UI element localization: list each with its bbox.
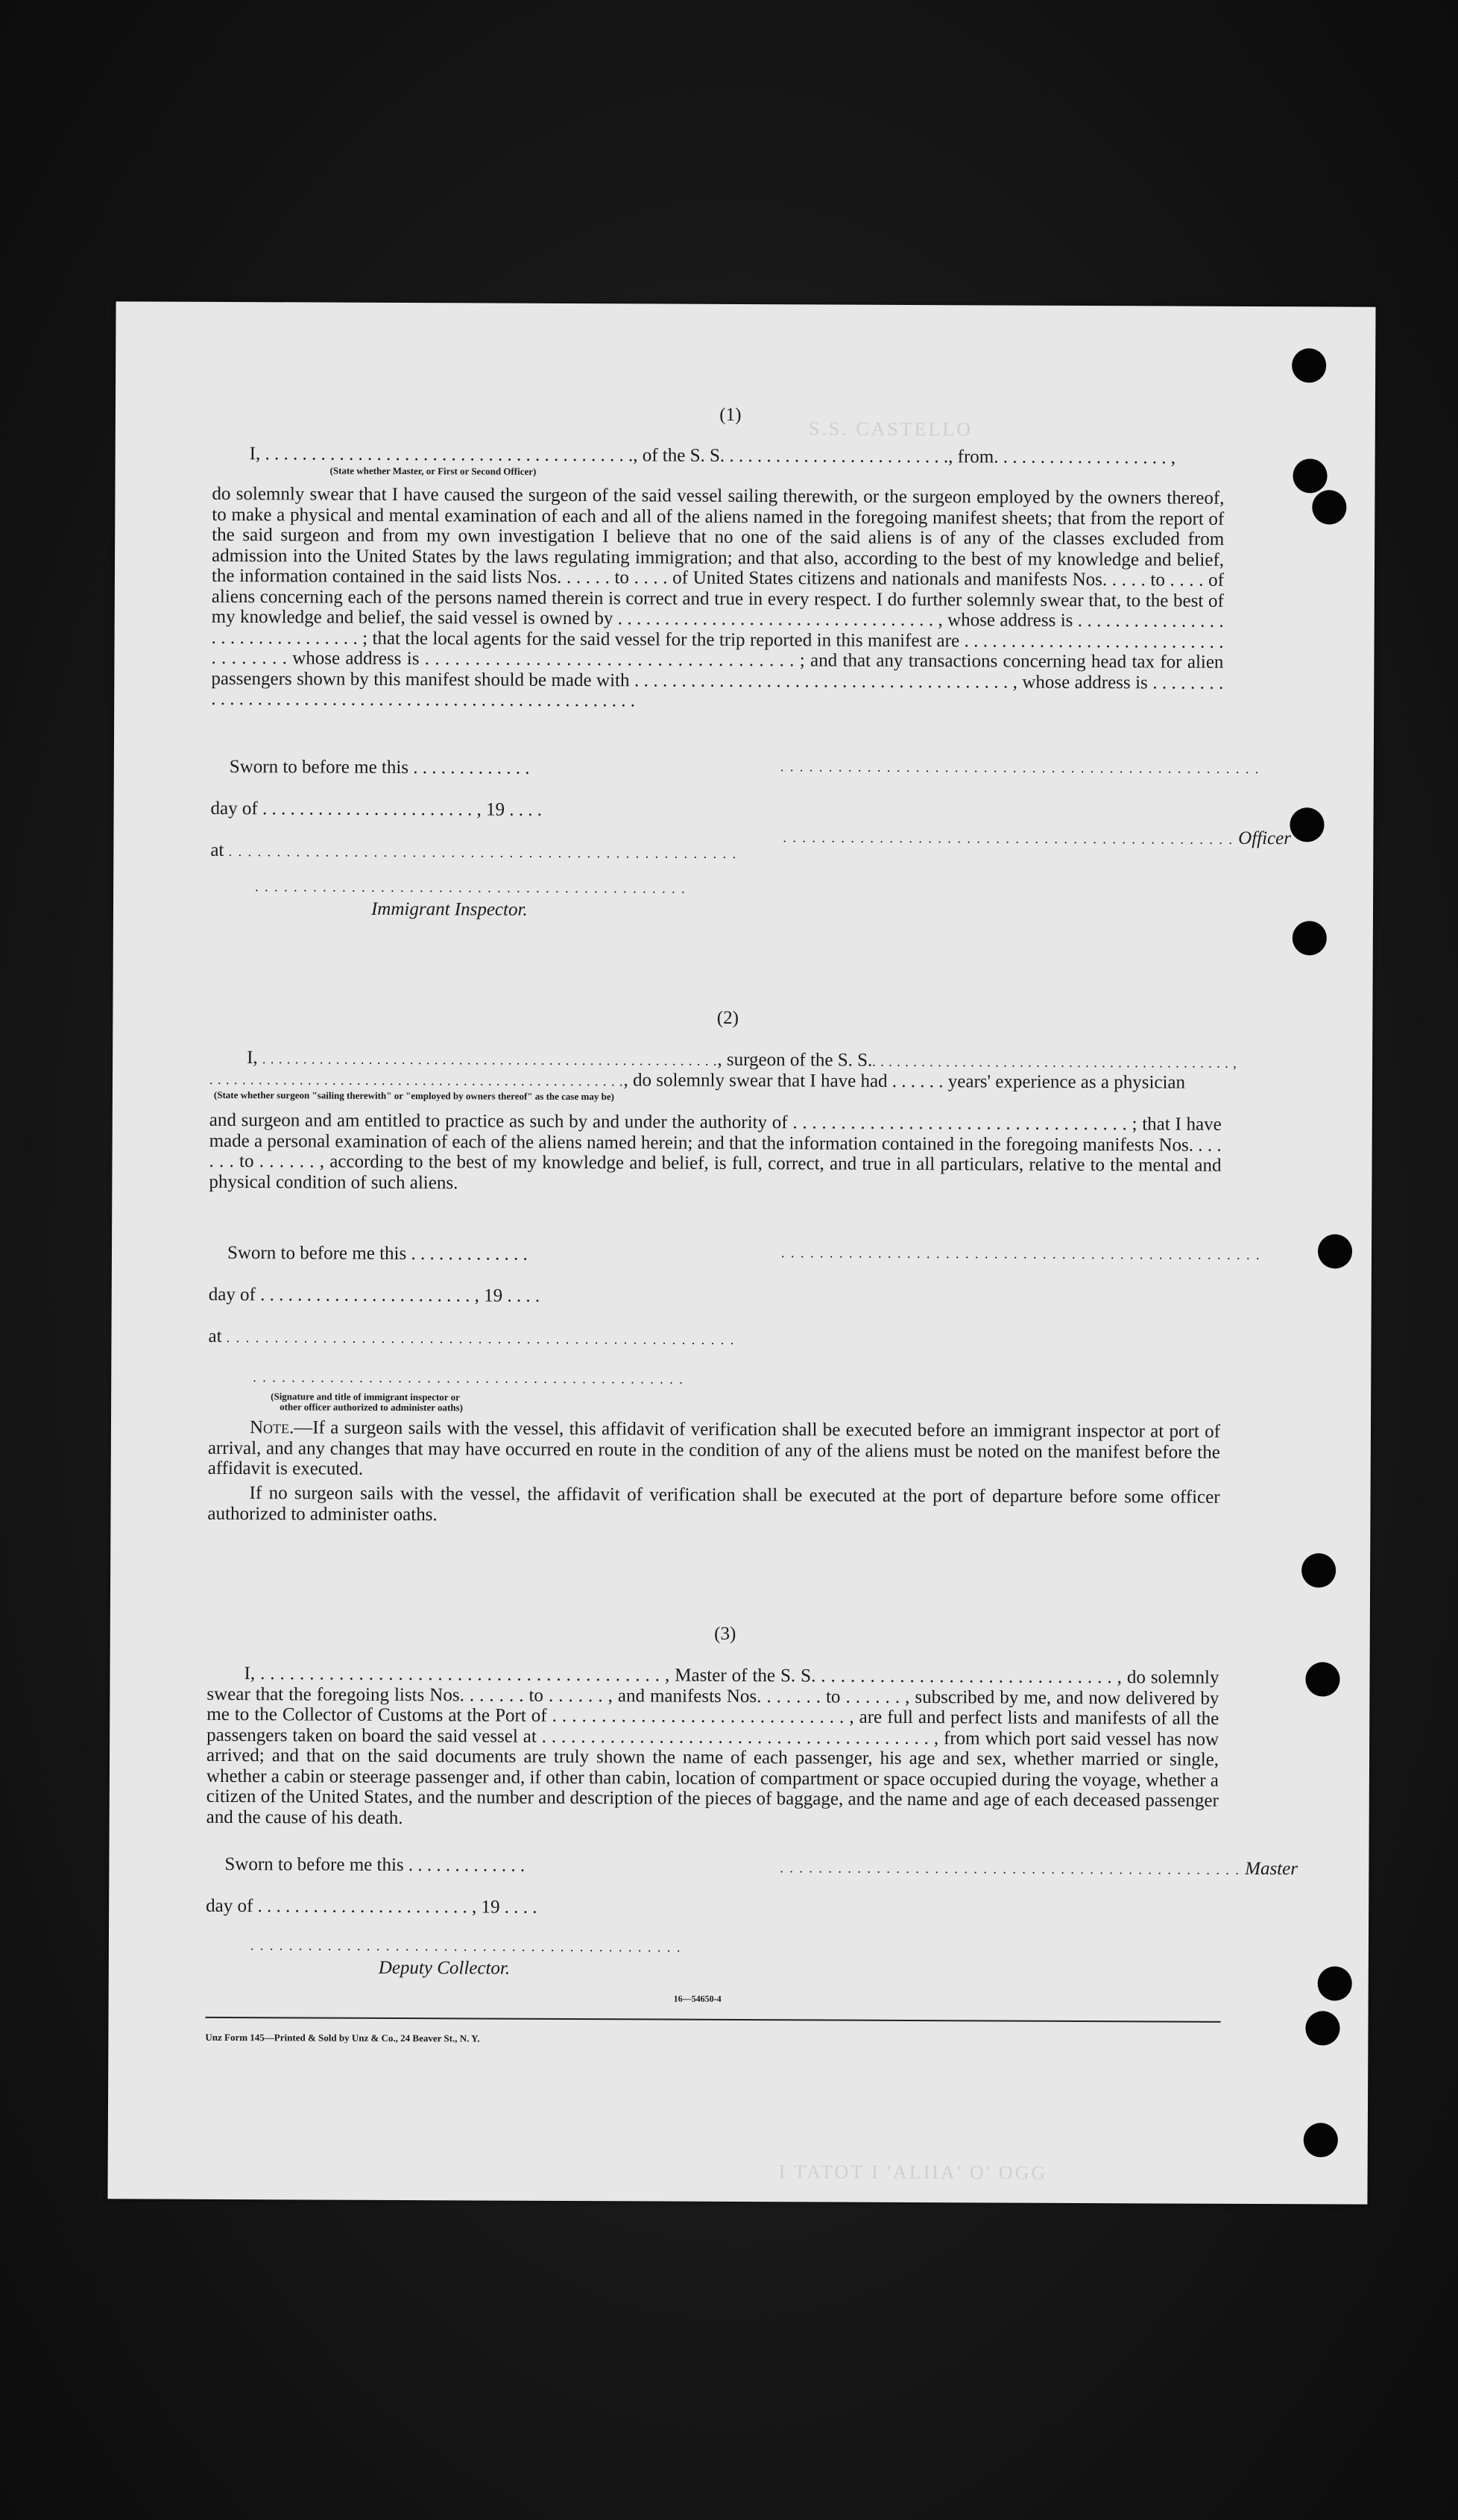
blank-field: . . . . . . . . . . . . . . . . . . . . . . . . . . . . . . . . . . . . . . . . . . . . . . . . . . . . . bbox=[228, 843, 738, 861]
form-code: 16—54650-4 bbox=[673, 1993, 722, 2004]
punch-hole bbox=[1305, 2011, 1339, 2045]
signature-line: . . . . . . . . . . . . . . . . . . . . . . . . . . . . . . . . . . . . . . . . . . . . . bbox=[255, 879, 687, 896]
label-text: day of bbox=[208, 1284, 256, 1305]
field-caption: (State whether Master, or First or Second Officer) bbox=[329, 464, 537, 477]
date-line bbox=[211, 798, 543, 821]
punch-hole bbox=[1293, 921, 1327, 955]
blank-field: . . . . . . . . . . . . . . . . . . . . . . . . . . . . . . . . . . . . . . . . . . . . , bbox=[872, 1053, 1237, 1071]
label-text: Sworn to before me this bbox=[227, 1242, 407, 1264]
pronoun: I, bbox=[249, 444, 261, 464]
label-text: , do solemnly swear that I have had . . . . . . years' experience as a physician bbox=[623, 1070, 1186, 1093]
master-title: Master bbox=[1245, 1858, 1298, 1880]
label-text: day of bbox=[210, 798, 258, 819]
punch-hole bbox=[1301, 1553, 1336, 1587]
punch-hole bbox=[1304, 2123, 1338, 2157]
oath-paragraph: and surgeon and am entitled to practice as such by and under the authority of . . . . . . . . . . . . . . . . . . . . . . . . . . . . . . . . . . . ; that I have made a personal examination of each of the aliens named herein; and that the information contained in the foregoing manifests Nos. . . . . . . to . . . . . . , according to the best of my knowledge and belief, is full, correct, and true in all particulars, relative to the mental and physical condition of such aliens. bbox=[209, 1109, 1222, 1193]
signature-line: . . . . . . . . . . . . . . . . . . . . . . . . . . . . . . . . . . . . . . . . . . . . . . . . . . bbox=[780, 1245, 1261, 1263]
signature-line: . . . . . . . . . . . . . . . . . . . . . . . . . . . . . . . . . . . . . . . . . . . . . bbox=[250, 1938, 682, 1955]
officer-line bbox=[783, 826, 1291, 849]
signature-caption: other officer authorized to administer oaths) bbox=[280, 1401, 464, 1414]
blank-field: . . . . . . . . . . . . . bbox=[413, 757, 530, 778]
signature-line: . . . . . . . . . . . . . . . . . . . . . . . . . . . . . . . . . . . . . . . . . . . . . . . . . . bbox=[780, 759, 1260, 777]
place-line bbox=[208, 1326, 735, 1349]
label-text: Sworn to before me this bbox=[229, 756, 409, 778]
collector-title: Deputy Collector. bbox=[378, 1957, 511, 1979]
bleed-through-text: I TATOT I 'ALIIA' O' OGG bbox=[778, 2161, 1048, 2184]
sworn-line bbox=[227, 1243, 528, 1265]
signature-line: . . . . . . . . . . . . . . . . . . . . . . . . . . . . . . . . . . . . . . . . . . . . . . . . bbox=[780, 1860, 1240, 1877]
signature-caption: (Signature and title of immigrant inspector or bbox=[271, 1390, 460, 1403]
punch-hole bbox=[1318, 1234, 1352, 1268]
blank-field: . . . . . . . . . . . . . . . . . . . . . . . , 19 . . . . bbox=[262, 798, 543, 820]
blank-field: . . . . . . . . . . . . . . . . . . . . . . . . . . . . . . . . . . . . . . . . . . . . . . . . . . . . . bbox=[226, 1329, 736, 1347]
sworn-line bbox=[224, 1854, 525, 1877]
note-paragraph bbox=[208, 1417, 1220, 1483]
blank-field: . . . . . . . . . . . . . . . . . . . . . . . , 19 . . . . bbox=[260, 1285, 540, 1306]
punch-hole bbox=[1290, 807, 1324, 842]
blank-field: . . . . . . . . . . . . . . . . . . . . . . . . . . . . . . . . . . . . . . . . . . . . . . . . . . . . . . . . bbox=[262, 1051, 718, 1068]
label-text: day of bbox=[206, 1895, 253, 1917]
section-number: (2) bbox=[716, 1007, 739, 1028]
officer-title: Officer bbox=[1238, 828, 1292, 849]
blank-field: . . . . . . . . . . . . . . . . . . . , bbox=[994, 447, 1176, 468]
place-line bbox=[210, 840, 737, 863]
printer-credit: Unz Form 145—Printed & Sold by Unz & Co., 24 Beaver St., N. Y. bbox=[205, 2031, 480, 2044]
date-line bbox=[206, 1896, 537, 1918]
blank-field: . . . . . . . . . . . . . . . . . . . . . . . . bbox=[729, 445, 949, 467]
punch-hole bbox=[1312, 490, 1346, 524]
oath-paragraph: I, . . . . . . . . . . . . . . . . . . . . . . . . . . . . . . . . . . . . . . . . . , Master of the S. S. . . . . . . . . . . . . . . . . . . . . . . . . . . . . . . , do solemnly swear that the foregoing lists Nos. . . . . . . to . . . . . . , and manifests Nos. . . . . . . to . . . . . . , subscribed by me, and now delivered by me to the Collector of Customs at the Port of . . . . . . . . . . . . . . . . . . . . . . . . . . . . . . , are full and perfect lists and manifests of all the passengers taken on board the said vessel at . . . . . . . . . . . . . . . . . . . . . . . . . . . . . . . . . . . . . . . . , from which port said vessel has now arrived; and that on the said documents are truly shown the name of each passenger, his age and sex, whether married or single, whether a cabin or steerage passenger and, if other than cabin, location of compartment or space occupied during the voyage, whether a citizen of the United States, and the number and description of the pieces of baggage, and the name and age of each deceased passenger and the cause of his death. bbox=[206, 1663, 1219, 1828]
signature-line: . . . . . . . . . . . . . . . . . . . . . . . . . . . . . . . . . . . . . . . . . . . . . . . bbox=[783, 830, 1234, 847]
bleed-through-text: S.S. CASTELLO bbox=[808, 418, 973, 441]
blank-field: . . . . . . . . . . . . . . . . . . . . . . . . . . . . . . . . . . . . . . . . . . . . . . . . . . . bbox=[209, 1071, 624, 1089]
blank-field: . . . . . . . . . . . . . . . . . . . . . . . . . . . . . . . . . . . . . . . . bbox=[265, 444, 634, 466]
label-text: Sworn to before me this bbox=[224, 1853, 404, 1876]
date-line bbox=[209, 1285, 540, 1307]
note-label: Note. bbox=[249, 1417, 294, 1438]
punch-hole bbox=[1292, 348, 1326, 382]
signature-line: . . . . . . . . . . . . . . . . . . . . . . . . . . . . . . . . . . . . . . . . . . . . . bbox=[253, 1370, 684, 1387]
note-text: —If a surgeon sails with the vessel, this affidavit of verification shall be executed before an immigrant inspector at port of arrival, and any changes that may have occurred en route in the condition of any of the aliens must be noted on the manifest before the affidavit is executed. bbox=[207, 1417, 1221, 1479]
oath-paragraph: do solemnly swear that I have caused the surgeon of the said vessel sailing therewith, or the surgeon employed by the owners thereof, to make a physical and mental examination of each and all of the aliens named in the foregoing manifest sheets; that from the report of the said surgeon and from my own investigation I believe that no one of the said aliens is of any of the classes excluded from admission into the United States by the laws regulating immigration; and that also, according to the best of my knowledge and belief, the information contained in the said lists Nos. . . . . . to . . . . of United States citizens and nationals and manifests Nos. . . . . to . . . . of aliens concerning each of the persons named therein is correct and true in every respect. I do further solemnly swear that, to the best of my knowledge and belief, the said vessel is owned by . . . . . . . . . . . . . . . . . . . . . . . . . . . . . . . . . . , whose address is . . . . . . . . . . . . . . . . . . . . . . . . . . . . . . . . ; that the local agents for the said vessel for the trip reported in this manifest are . . . . . . . . . . . . . . . . . . . . . . . . . . . . . . . . . . . . whose address is . . . . . . . . . . . . . . . . . . . . . . . . . . . . . . . . . . . . . ; and that any transactions concerning head tax for alien passengers shown by this manifest should be made with . . . . . . . . . . . . . . . . . . . . . . . . . . . . . . . . . . . . . . . . , whose address is . . . . . . . . . . . . . . . . . . . . . . . . . . . . . . . . . . . . . . . . . . . . . . . . . . . . . . bbox=[211, 483, 1225, 711]
blank-field: . . . . . . . . . . . . . bbox=[408, 1855, 526, 1876]
label-text: , surgeon of the S. S. bbox=[717, 1049, 873, 1071]
master-line bbox=[780, 1856, 1298, 1880]
blank-field: . . . . . . . . . . . . . . . . . . . . . . . , 19 . . . . bbox=[257, 1896, 537, 1918]
note-paragraph: If no surgeon sails with the vessel, the affidavit of verification shall be executed at the port of departure before some officer authorized to administer oaths. bbox=[207, 1483, 1220, 1525]
field-caption: (State whether surgeon "sailing therewith" or "employed by owners thereof" as the case may be) bbox=[213, 1089, 614, 1103]
punch-hole bbox=[1305, 1662, 1339, 1696]
manifest-page bbox=[107, 301, 1375, 2204]
label-text: , from bbox=[948, 447, 994, 467]
label-text: at bbox=[210, 840, 224, 860]
label-text: , of the S. S. bbox=[633, 445, 725, 466]
punch-hole bbox=[1318, 1966, 1352, 2000]
label-text: at bbox=[208, 1326, 222, 1346]
inspector-title: Immigrant Inspector. bbox=[370, 898, 528, 920]
section-number: (3) bbox=[714, 1623, 736, 1644]
section-number: (1) bbox=[719, 404, 742, 425]
blank-field: . . . . . . . . . . . . . bbox=[411, 1244, 528, 1264]
sworn-line bbox=[230, 757, 530, 779]
punch-hole bbox=[1293, 459, 1327, 493]
footer-rule bbox=[206, 2017, 1221, 2023]
pronoun: I, bbox=[247, 1048, 258, 1068]
